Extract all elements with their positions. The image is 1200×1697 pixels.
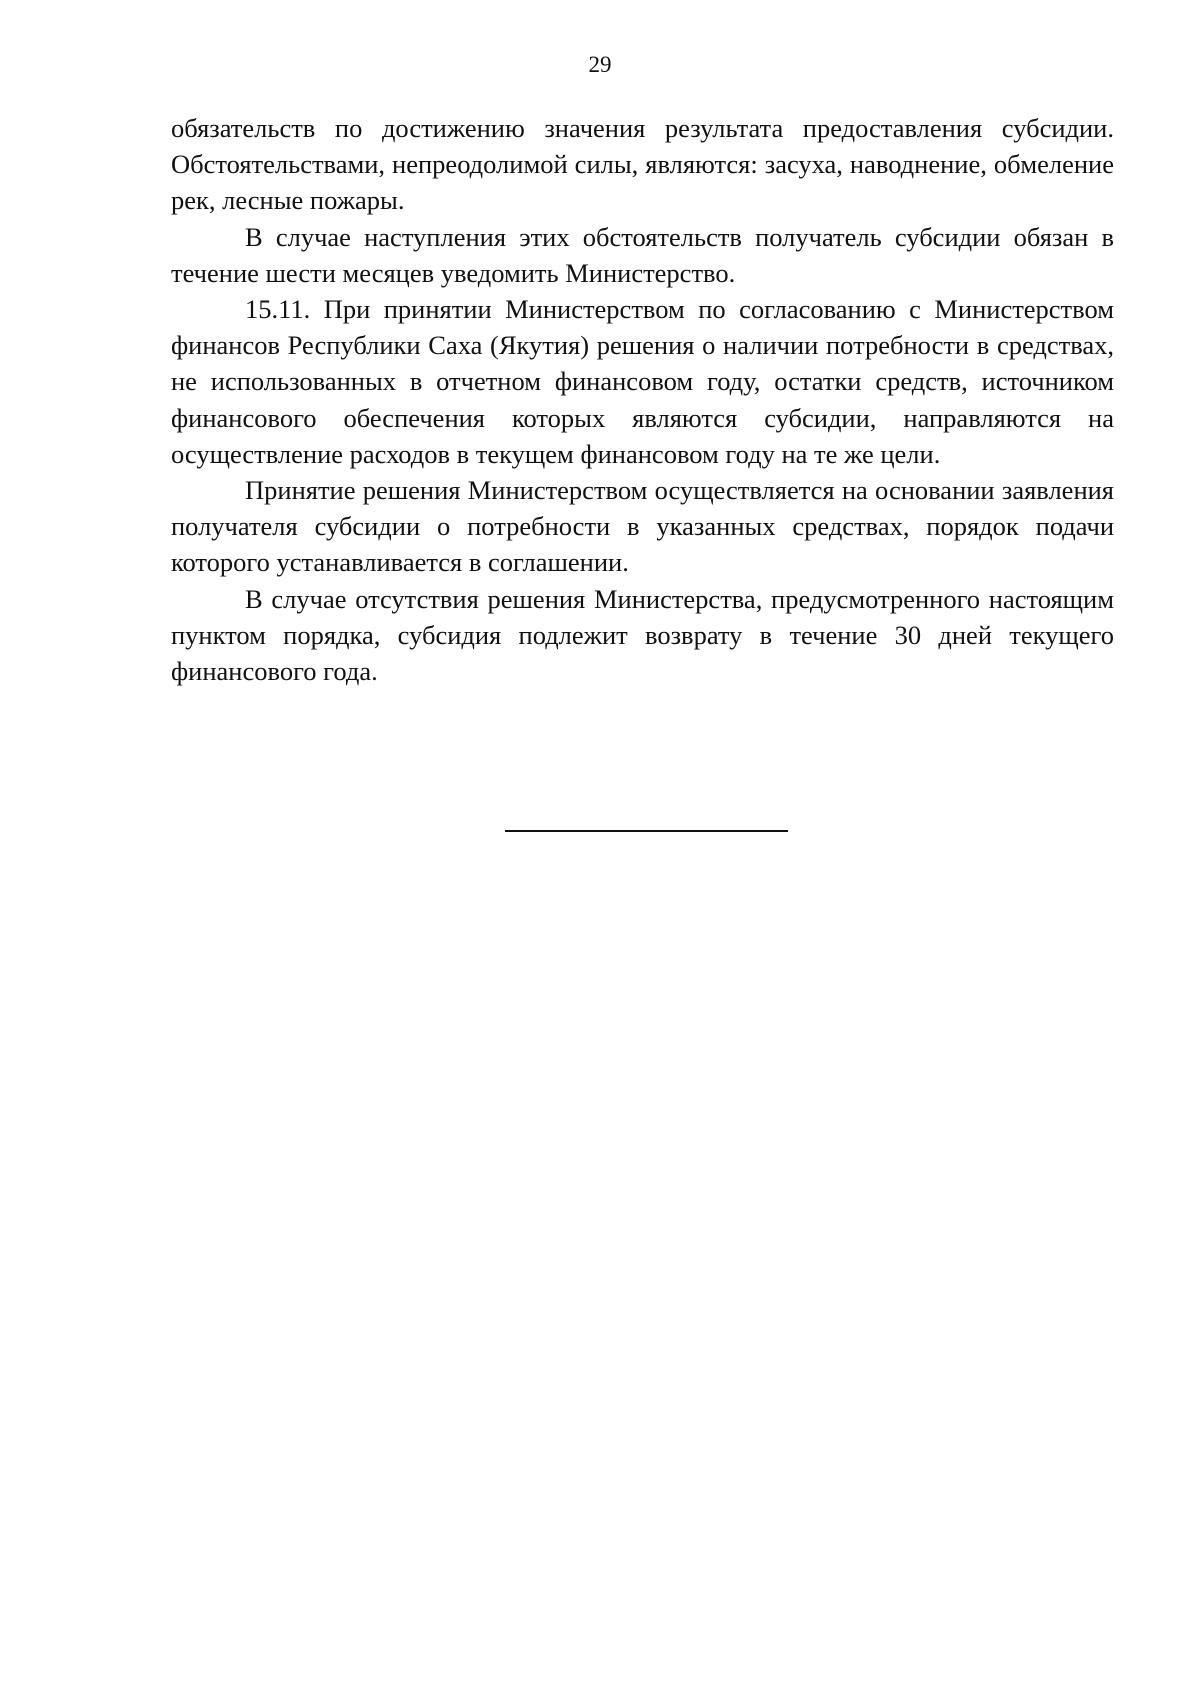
end-of-document-rule xyxy=(505,830,788,832)
paragraph-clause-15-11: 15.11. При принятии Министерством по согласованию с Министерством финансов Республики Саха (Якутия) решения о наличии потребности в средствах, не использованных в отчетном финансовом году, остатки средств, источником финансового обеспечения которых являются субсидии, направляются на осуществление расходов в текущем финансовом году на те же цели. xyxy=(171,294,1114,469)
paragraph-notification: В случае наступления этих обстоятельств получатель субсидии обязан в течение шести месяцев уведомить Министерство. xyxy=(171,221,1114,288)
paragraph-refund: В случае отсутствия решения Министерства, предусмотренного настоящим пунктом порядка, субсидия подлежит возврату в течение 30 дней текущего финансового года. xyxy=(171,583,1114,687)
page-number: 29 xyxy=(588,52,612,77)
document-body xyxy=(171,110,1114,689)
paragraph-decision-basis: Принятие решения Министерством осуществляется на основании заявления получателя субсидии о потребности в указанных средствах, порядок подачи которого устанавливается в соглашении. xyxy=(171,475,1114,578)
paragraph-continuation: обязательств по достижению значения результата предоставления субсидии. Обстоятельствами, непреодолимой силы, являются: засуха, наводнение, обмеление рек, лесные пожары. xyxy=(171,113,1114,216)
